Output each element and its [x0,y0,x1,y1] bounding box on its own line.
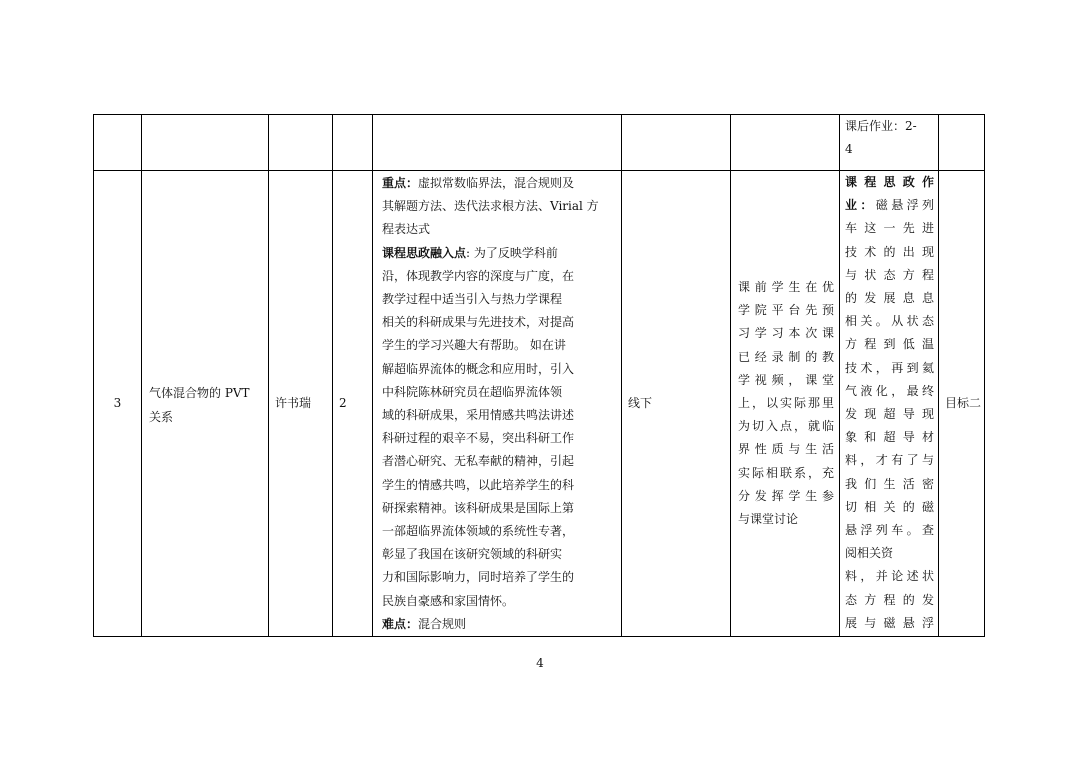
cell-empty [94,115,142,171]
ideology-text: : 为了反映学科前 [466,245,558,260]
content-line: 者潜心研究、无私奉献的精神，引起 [382,454,575,469]
content-line: 教学过程中适当引入与热力学课程 [382,292,563,307]
homework-line: 相关。从状态 [845,314,934,329]
row-index: 3 [113,395,122,410]
table-row-previous [94,115,985,171]
content-line: 力和国际影响力，同时培养了学生的 [382,570,575,585]
pre-class-line: 习学习本次课 [738,326,834,341]
topic-line: 关系 [149,409,174,424]
difficulty-label: 难点： [382,616,419,631]
homework-line: 我们生活密 [845,476,934,491]
homework-text: 磁悬浮列 [875,198,934,213]
cell-index [94,171,142,637]
content-line: 研探索精神。该科研成果是国际上第 [382,500,575,515]
pre-class-line: 已经录制的教 [738,349,834,364]
homework-line [845,194,934,217]
pre-class-line: 为切入点，就临 [738,419,834,434]
homework-line: 态方程的发 [845,592,934,607]
ideology-label: 课程思政融入点 [382,245,467,260]
content-line: 相关的科研成果与先进技术，对提高 [382,315,575,330]
cell-empty [622,115,731,171]
course-goal: 目标二 [945,395,982,410]
content-line [382,172,615,195]
pre-class-line: 分发挥学生参 [738,488,834,503]
content-line: 学生的情感共鸣，以此培养学生的科 [382,477,575,492]
content-line [382,613,615,636]
content-line: 民族自豪感和家国情怀。 [382,593,515,608]
pre-class-line: 界性质与生活 [738,442,834,457]
homework-line: 悬浮列车。查 [845,523,934,538]
page-number: 4 [536,656,544,670]
cell-empty [269,115,333,171]
content-line: 学生的学习兴趣大有帮助。 如在讲 [382,338,566,353]
homework-line: 展与磁悬浮 [845,615,934,630]
homework-line: 的发展息息 [845,291,934,306]
content-line: 其解题方法、迭代法求根方法、Virial 方 [382,199,599,214]
content-line: 程表达式 [382,222,431,237]
homework-line: 与状态方程 [845,267,934,282]
homework-line: 课后作业：2- [845,119,917,133]
content-line: 一部超临界流体领域的系统性专著， [382,524,575,539]
content-line: 沿，体现教学内容的深度与广度，在 [382,268,575,283]
homework-line: 切相关的磁 [845,499,934,514]
cell-pre-class [731,171,840,637]
homework-label: 课程思政作 [845,175,934,189]
teacher-name: 许书瑞 [275,395,312,410]
cell-homework [840,171,939,637]
homework-line: 阅相关资 [845,546,894,561]
content-line: 域的科研成果，采用情感共鸣法讲述 [382,408,575,423]
cell-empty [939,115,985,171]
key-points-label: 重点： [382,176,419,190]
pre-class-line: 学院平台先预 [738,303,834,318]
cell-topic [142,171,269,637]
table-row [94,171,985,637]
pre-class-line: 课前学生在优 [738,279,834,294]
difficulty-text: 混合规则 [418,616,467,631]
content-line [382,242,615,265]
cell-empty [142,115,269,171]
content-line: 彰显了我国在该研究领域的科研实 [382,547,563,562]
teaching-mode: 线下 [628,395,653,410]
homework-line: 车这一先进 [845,221,934,236]
homework-line: 发现超导现 [845,407,934,422]
cell-content [373,171,622,637]
content-line: 中科院陈林研究员在超临界流体领 [382,384,563,399]
pre-class-line: 实际相联系，充 [738,465,834,480]
cell-mode [622,171,731,637]
cell-empty [333,115,373,171]
syllabus-table [93,114,985,637]
cell-teacher [269,171,333,637]
cell-goal [939,171,985,637]
homework-line: 方程到低温 [845,337,934,352]
cell-homework-previous [840,115,939,171]
homework-line: 料，才有了与 [845,453,934,468]
homework-label: 业： [845,198,876,213]
class-hours: 2 [339,395,347,410]
homework-line: 气液化，最终 [845,383,934,398]
content-line: 解超临界流体的概念和应用时，引入 [382,361,575,376]
pre-class-line: 与课堂讨论 [738,511,799,526]
key-points-text: 虚拟常数临界法，混合规则及 [418,176,575,190]
homework-line: 料，并论述状 [845,569,934,584]
pre-class-line: 学视频，课堂 [738,372,834,387]
homework-line: 4 [845,142,853,157]
cell-hours [333,171,373,637]
cell-empty [731,115,840,171]
cell-empty [373,115,622,171]
pre-class-line: 上，以实际那里 [738,395,834,410]
homework-line: 象和超导材 [845,430,934,445]
content-line: 科研过程的艰辛不易，突出科研工作 [382,431,575,446]
homework-line: 技术，再到氦 [845,360,934,375]
homework-line: 技术的出现 [845,244,934,259]
topic-line: 气体混合物的 PVT [149,386,250,401]
